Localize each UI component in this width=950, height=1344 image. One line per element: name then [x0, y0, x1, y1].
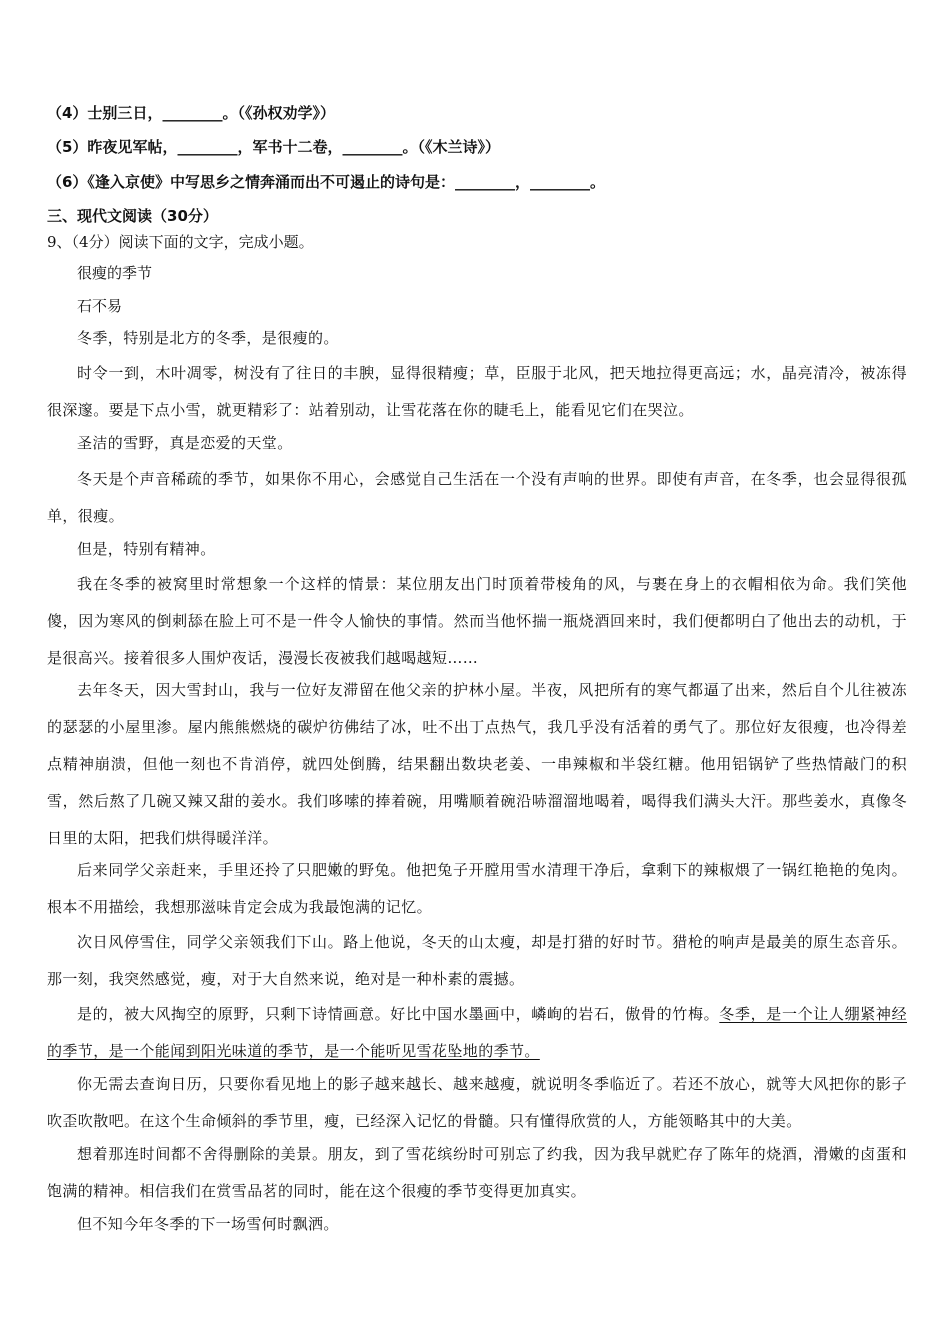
paragraph-1: 冬季，特别是北方的冬季，是很瘦的。 [77, 329, 339, 347]
paragraph-13: 但不知今年冬季的下一场雪何时飘洒。 [77, 1215, 339, 1233]
paragraph-11: 你无需去查询日历，只要你看见地上的影子越来越长、越来越瘦，就说明冬季临近了。若还不放心，就等大风把你的影子吹歪吹散吧。在这个生命倾斜的季节里，瘦，已经深入记忆的骨髓。只有懂得欣赏的人，方能领略其中的大美。 [47, 1075, 907, 1130]
paragraph-4: 冬天是个声音稀疏的季节，如果你不用心，会感觉自己生活在一个没有声响的世界。即使有声音，在冬季，也会显得很孤单，很瘦。 [47, 470, 907, 525]
paragraph-12: 想着那连时间都不舍得删除的美景。朋友，到了雪花缤纷时可别忘了约我，因为我早就贮存了陈年的烧酒，滑嫩的卤蛋和饱满的精神。相信我们在赏雪品茗的同时，能在这个很瘦的季节变得更加真实。 [47, 1145, 907, 1200]
question-9-prompt: 9、（4分）阅读下面的文字，完成小题。 [47, 233, 314, 251]
paragraph-10-text: 是的，被大风掏空的原野，只剩下诗情画意。好比中国水墨画中，嶙峋的岩石，傲骨的竹梅。 [77, 1005, 720, 1023]
paragraph-10 [47, 996, 907, 1070]
paragraph-8: 后来同学父亲赶来，手里还拎了只肥嫩的野兔。他把兔子开膛用雪水清理干净后，拿剩下的辣椒煨了一锅红艳艳的兔肉。根本不用描绘，我想那滋味肯定会成为我最饱满的记忆。 [47, 861, 907, 916]
question-6-line: （6）《逢入京使》中写思乡之情奔涌而出不可遏止的诗句是：________，________。 [47, 173, 605, 191]
underlined-sentence: 冬季，是一个让人绷紧神经的季节，是一个能闻到阳光味道的季节，是一个能听见雪花坠地的季节。 [47, 1005, 907, 1060]
article-title: 很瘦的季节 [77, 264, 153, 282]
paragraph-7: 去年冬天，因大雪封山，我与一位好友滞留在他父亲的护林小屋。半夜，风把所有的寒气都逼了出来，然后自个儿往被冻的瑟瑟的小屋里渗。屋内熊熊燃烧的碳炉彷佛结了冰，吐不出丁点热气，我几乎没有活着的勇气了。那位好友很瘦，也冷得差点精神崩溃，但他一刻也不肯消停，就四处倒腾，结果翻出数块老姜、一串辣椒和半袋红糖。他用铝锅铲了些热情敲门的积雪，然后熬了几碗又辣又甜的姜水。我们哆嗦的捧着碗，用嘴顺着碗沿哧溜溜地喝着，喝得我们满头大汗。那些姜水，真像冬日里的太阳，把我们烘得暖洋洋。 [47, 681, 907, 847]
paragraph-3: 圣洁的雪野，真是恋爱的天堂。 [77, 434, 293, 452]
question-4-line: （4）士别三日，________。（《孙权劝学》） [47, 104, 335, 122]
paragraph-5: 但是，特别有精神。 [77, 540, 216, 558]
paragraph-6: 我在冬季的被窝里时常想象一个这样的情景：某位朋友出门时顶着带棱角的风，与裹在身上的衣帽相依为命。我们笑他傻，因为寒风的倒刺舔在脸上可不是一件令人愉快的事情。然而当他怀揣一瓶烧酒回来时，我们便都明白了他出去的动机，于是很高兴。接着很多人围炉夜话，漫漫长夜被我们越喝越短…… [47, 575, 907, 667]
paragraph-9: 次日风停雪住，同学父亲领我们下山。路上他说，冬天的山太瘦，却是打猎的好时节。猎枪的响声是最美的原生态音乐。那一刻，我突然感觉，瘦，对于大自然来说，绝对是一种朴素的震撼。 [47, 933, 907, 988]
article-author: 石不易 [77, 297, 123, 315]
section-title: 三、现代文阅读（30分） [47, 207, 218, 225]
question-5-line: （5）昨夜见军帖，________，军书十二卷，________。（《木兰诗》） [47, 138, 500, 156]
paragraph-2: 时令一到，木叶凋零，树没有了往日的丰腴，显得很精瘦；草，臣服于北风，把天地拉得更高远；水，晶亮清冷，被冻得很深邃。要是下点小雪，就更精彩了：站着别动，让雪花落在你的睫毛上，能看见它们在哭泣。 [47, 364, 907, 419]
